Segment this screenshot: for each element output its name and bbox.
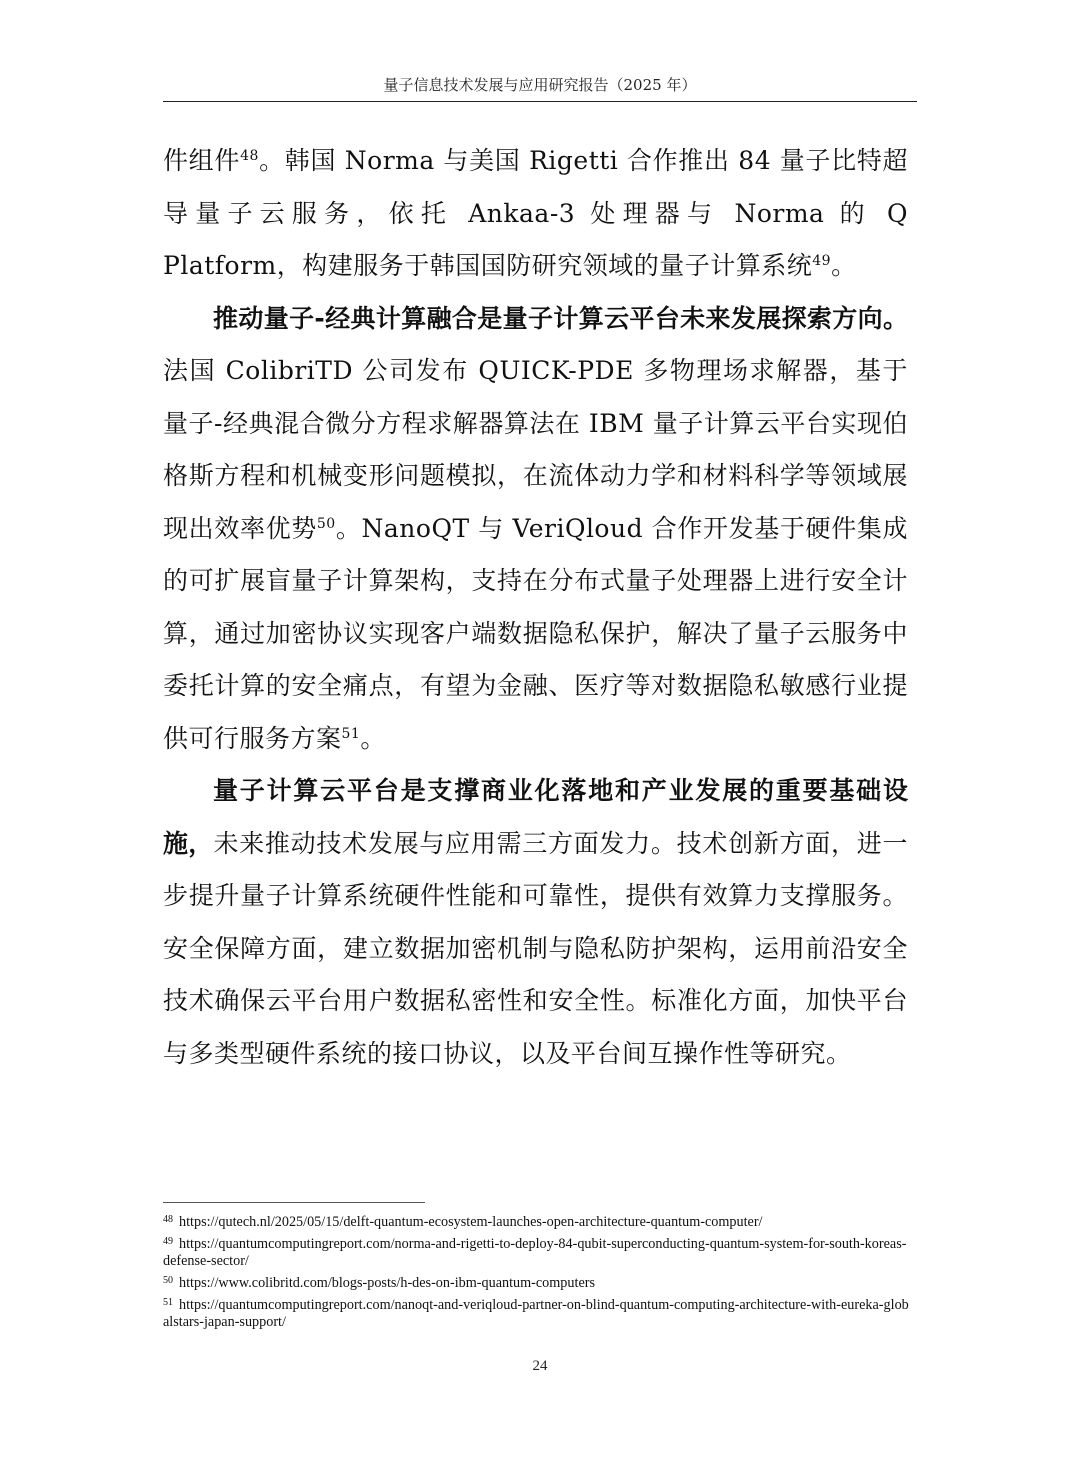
body-text xyxy=(163,135,908,1080)
footnote-51 xyxy=(163,1294,913,1331)
text-run: 。韩国 Norma 与美国 Rigetti 合作推出 84 量子比特超导量子云服务，依托 Ankaa-3 处理器与 Norma 的 Q Platform，构建服务于韩国国防研究领域的量子计算系统 xyxy=(163,146,908,280)
footnote-number: 48 xyxy=(163,1214,173,1225)
footnote-50 xyxy=(163,1272,913,1292)
footnote-link[interactable]: https://quantumcomputingreport.com/norma-and-rigetti-to-deploy-84-qubit-superconducting-quantum-system-for-south-koreas-defense-sector/ xyxy=(163,1236,907,1269)
bold-lead: 量子计算云平台是支撑商业化落地和产业发展的重要基础设施， xyxy=(163,776,908,858)
footnotes xyxy=(163,1211,913,1333)
footnote-ref-50[interactable]: 50 xyxy=(316,515,336,532)
paragraph-3 xyxy=(163,765,908,1080)
footnote-ref-48[interactable]: 48 xyxy=(240,148,259,164)
footnote-ref-51[interactable]: 51 xyxy=(341,725,361,742)
bold-lead: 推动量子-经典计算融合是量子计算云平台未来发展探索方向。 xyxy=(213,303,908,333)
footnote-number: 49 xyxy=(163,1236,173,1247)
text-run: 法国 ColibriTD 公司发布 QUICK-PDE 多物理场求解器，基于量子-经典混合微分方程求解器算法在 IBM 量子计算云平台实现伯格斯方程和机械变形问题模拟，在流体动力学和材料科学等领域展现出效率优势 xyxy=(163,356,908,543)
footnote-link[interactable]: https://qutech.nl/2025/05/15/delft-quantum-ecosystem-launches-open-architecture-quantum-computer/ xyxy=(179,1214,763,1230)
footnote-link[interactable]: https://www.colibritd.com/blogs-posts/h-des-on-ibm-quantum-computers xyxy=(179,1275,595,1291)
paragraph-1 xyxy=(163,135,908,293)
page-number: 24 xyxy=(532,1358,548,1374)
text-run: 。 xyxy=(831,251,857,280)
footnote-48 xyxy=(163,1211,913,1231)
footnote-link[interactable]: https://quantumcomputingreport.com/nanoqt-and-veriqloud-partner-on-blind-quantum-computing-architecture-with-eureka-globalstars-japan-support/ xyxy=(163,1297,909,1330)
text-run: 。NanoQT 与 VeriQloud 合作开发基于硬件集成的可扩展盲量子计算架构，支持在分布式量子处理器上进行安全计算，通过加密协议实现客户端数据隐私保护，解决了量子云服务中委托计算的安全痛点，有望为金融、医疗等对数据隐私敏感行业提供可行服务方案 xyxy=(163,513,908,753)
text-run: 件组件 xyxy=(163,146,241,175)
text-run: 。 xyxy=(360,723,386,753)
paragraph-2 xyxy=(163,293,908,766)
footnote-ref-49[interactable]: 49 xyxy=(812,253,832,269)
footnote-49 xyxy=(163,1233,913,1270)
header-rule xyxy=(163,101,917,102)
footnote-number: 51 xyxy=(163,1297,173,1308)
text-run: 未来推动技术发展与应用需三方面发力。技术创新方面，进一步提升量子计算系统硬件性能和可靠性，提供有效算力支撑服务。安全保障方面，建立数据加密机制与隐私防护架构，运用前沿安全技术确保云平台用户数据私密性和安全性。标准化方面，加快平台与多类型硬件系统的接口协议，以及平台间互操作性等研究。 xyxy=(163,828,908,1068)
footnote-separator xyxy=(163,1202,425,1203)
footnote-number: 50 xyxy=(163,1275,173,1286)
running-header: 量子信息技术发展与应用研究报告（2025 年） xyxy=(383,76,697,94)
